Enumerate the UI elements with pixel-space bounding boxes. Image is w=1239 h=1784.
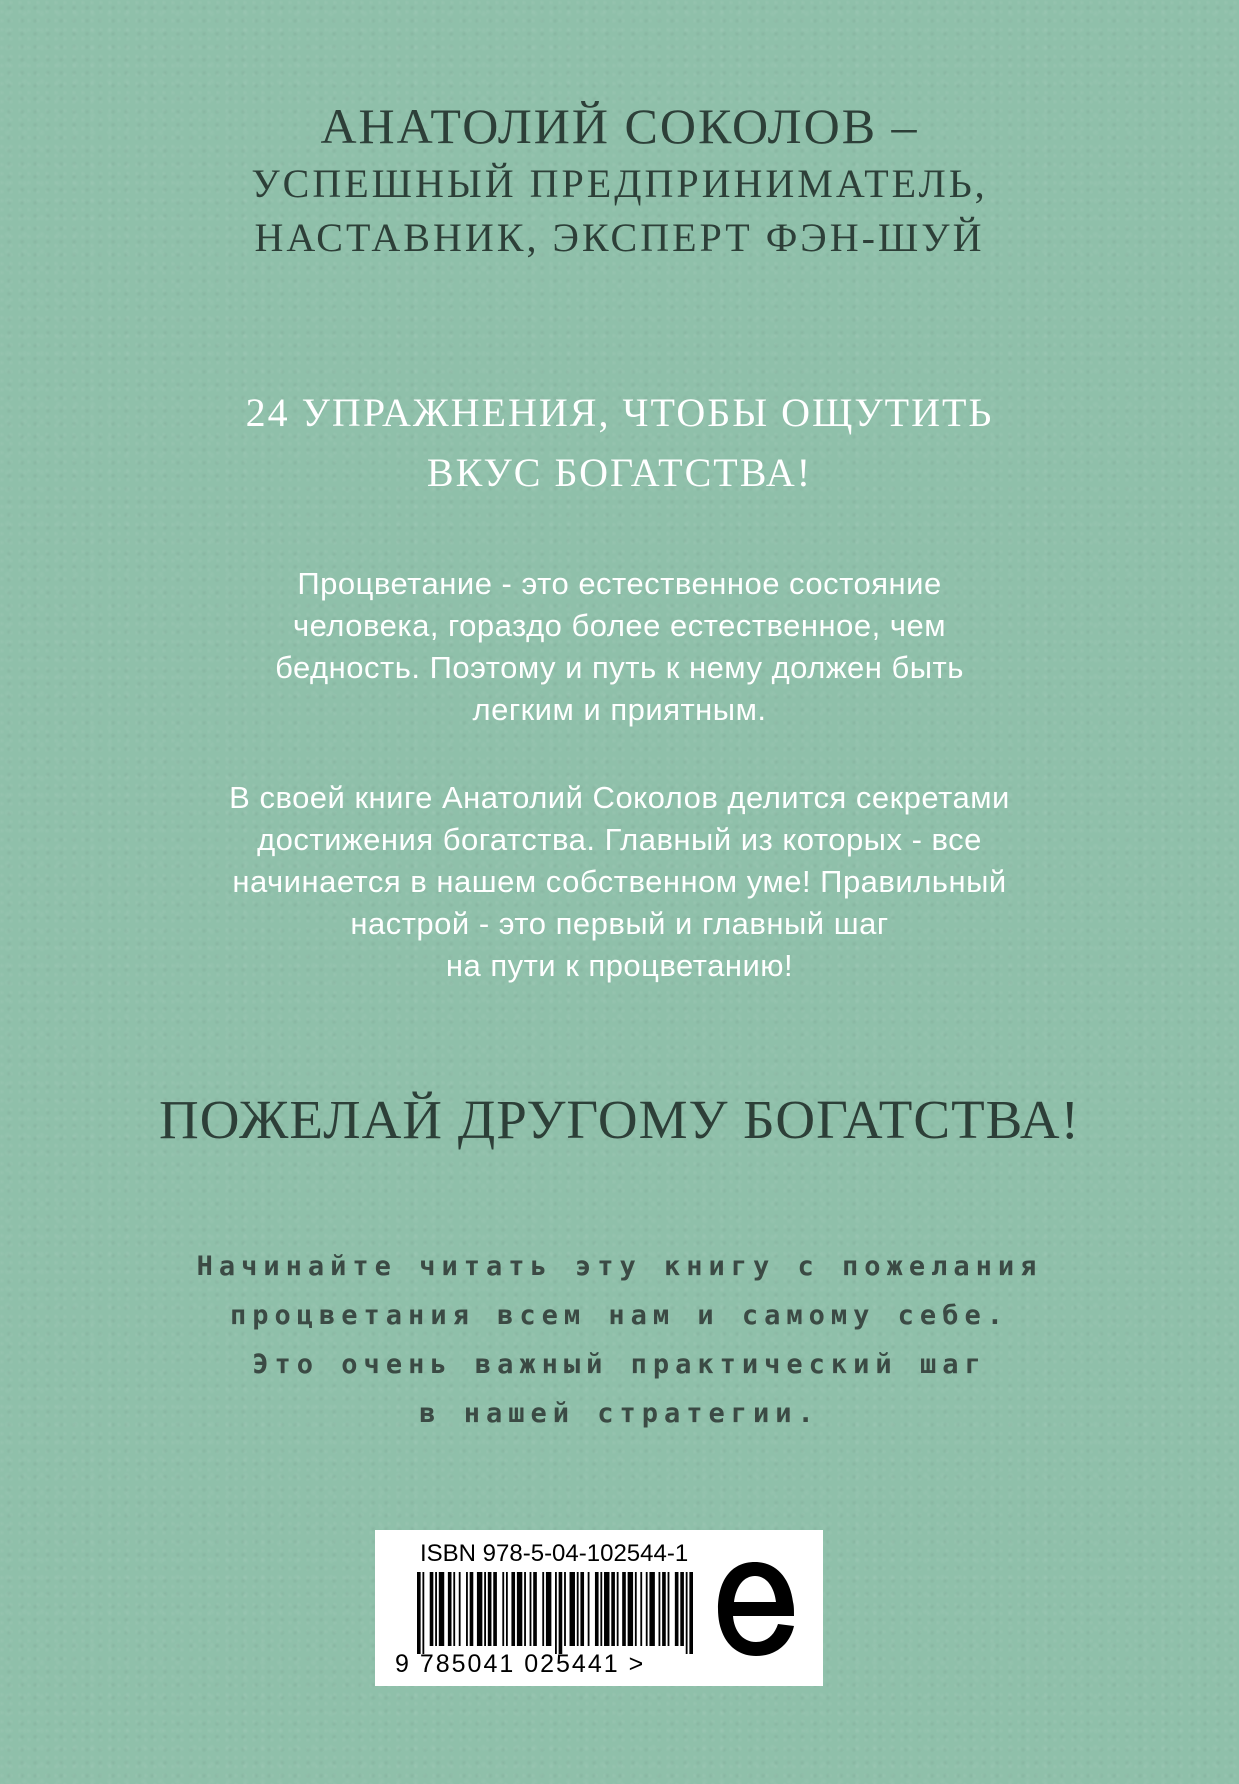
- advice-line: Начинайте читать эту книгу с пожелания: [196, 1251, 1043, 1282]
- advice-line: процветания всем нам и самому себе.: [230, 1300, 1009, 1331]
- barcode-bar: [459, 1572, 461, 1646]
- barcode-bar: [448, 1572, 452, 1646]
- barcode-bar: [488, 1572, 492, 1646]
- barcode-bar: [542, 1572, 544, 1646]
- barcode-bar: [564, 1572, 566, 1646]
- paragraph-line: бедность. Поэтому и путь к нему должен быть: [275, 650, 964, 685]
- barcode-bar: [530, 1572, 532, 1646]
- barcode-bar: [675, 1572, 679, 1646]
- barcode-box: [375, 1530, 823, 1686]
- advice-line: Это очень важный практический шаг: [252, 1349, 987, 1380]
- barcode-bar: [640, 1572, 642, 1646]
- paragraph-line: Процветание - это естественное состояние: [297, 566, 942, 601]
- paragraph-line: начинается в нашем собственном уме! Правильный: [232, 864, 1007, 899]
- barcode-bar: [435, 1572, 437, 1646]
- barcode-bar: [662, 1572, 666, 1646]
- eksmo-logo-icon: [710, 1554, 800, 1664]
- headline-line-2: ВКУС БОГАТСТВА!: [426, 450, 813, 495]
- barcode-bar: [595, 1572, 599, 1646]
- headline: [0, 383, 1239, 503]
- barcode-bar: [484, 1572, 486, 1646]
- barcode-bar: [493, 1572, 497, 1646]
- barcode-bars: [417, 1572, 693, 1654]
- barcode-bar: [502, 1572, 504, 1646]
- barcode-bar: [453, 1572, 455, 1646]
- barcode-bar: [617, 1572, 619, 1646]
- author-description-line-1: УСПЕШНЫЙ ПРЕДПРИНИМАТЕЛЬ,: [251, 161, 988, 206]
- barcode-bar: [680, 1572, 684, 1646]
- barcode-bar: [470, 1572, 474, 1646]
- paragraph-line: человека, гораздо более естественное, чем: [292, 608, 947, 643]
- description-paragraph-1: [0, 563, 1239, 731]
- advice-line: в нашей стратегии.: [419, 1398, 820, 1429]
- barcode-bar: [477, 1572, 482, 1646]
- barcode-bar: [511, 1572, 515, 1646]
- paragraph-line: легким и приятным.: [472, 692, 767, 727]
- slogan: ПОЖЕЛАЙ ДРУГОМУ БОГАТСТВА!: [159, 1089, 1080, 1150]
- barcode-bar: [628, 1572, 633, 1646]
- barcode-bar: [668, 1572, 670, 1646]
- headline-line-1: 24 УПРАЖНЕНИЯ, ЧТОБЫ ОЩУТИТЬ: [245, 390, 994, 435]
- barcode-bar: [524, 1572, 526, 1646]
- barcode-bar: [430, 1572, 434, 1646]
- author-description-line-2: НАСТАВНИК, ЭКСПЕРТ ФЭН-ШУЙ: [254, 215, 985, 260]
- barcode-bar: [559, 1572, 563, 1654]
- isbn-number: ISBN 978-5-04-102544-1: [420, 1540, 689, 1567]
- barcode-bar: [646, 1572, 648, 1646]
- barcode-bar: [570, 1572, 575, 1646]
- barcode-bar: [506, 1572, 508, 1646]
- barcode-bar: [466, 1572, 468, 1646]
- paragraph-line: на пути к процветанию!: [445, 948, 794, 983]
- barcode-bar: [555, 1572, 557, 1654]
- barcode-bar: [580, 1572, 584, 1646]
- barcode-bar: [600, 1572, 602, 1646]
- barcode-bar: [546, 1572, 551, 1646]
- author-block: [0, 95, 1239, 265]
- barcode-bar: [439, 1572, 444, 1646]
- description-paragraph-2: [0, 777, 1239, 987]
- barcode-bar: [517, 1572, 522, 1646]
- paragraph-line: достижения богатства. Главный из которых - все: [257, 822, 982, 857]
- advice-block: [0, 1242, 1239, 1438]
- author-name: АНАТОЛИЙ СОКОЛОВ –: [320, 98, 919, 154]
- barcode-bar: [588, 1572, 590, 1646]
- barcode-bar: [622, 1572, 626, 1646]
- barcode-bar: [686, 1572, 688, 1654]
- barcode-bar: [635, 1572, 637, 1646]
- barcode-bar: [422, 1572, 424, 1654]
- barcode-bar: [604, 1572, 609, 1646]
- barcode-bar: [611, 1572, 615, 1646]
- paragraph-line: В своей книге Анатолий Соколов делится секретами: [229, 780, 1010, 815]
- barcode-bar: [577, 1572, 579, 1646]
- barcode-bar: [649, 1572, 654, 1646]
- barcode-bar: [689, 1572, 693, 1654]
- barcode-bar: [533, 1572, 537, 1646]
- barcode-bar: [659, 1572, 661, 1646]
- barcode-digits: 9 785041 025441 >: [395, 1650, 646, 1678]
- paragraph-line: настрой - это первый и главный шаг: [350, 906, 889, 941]
- barcode-bar: [417, 1572, 421, 1654]
